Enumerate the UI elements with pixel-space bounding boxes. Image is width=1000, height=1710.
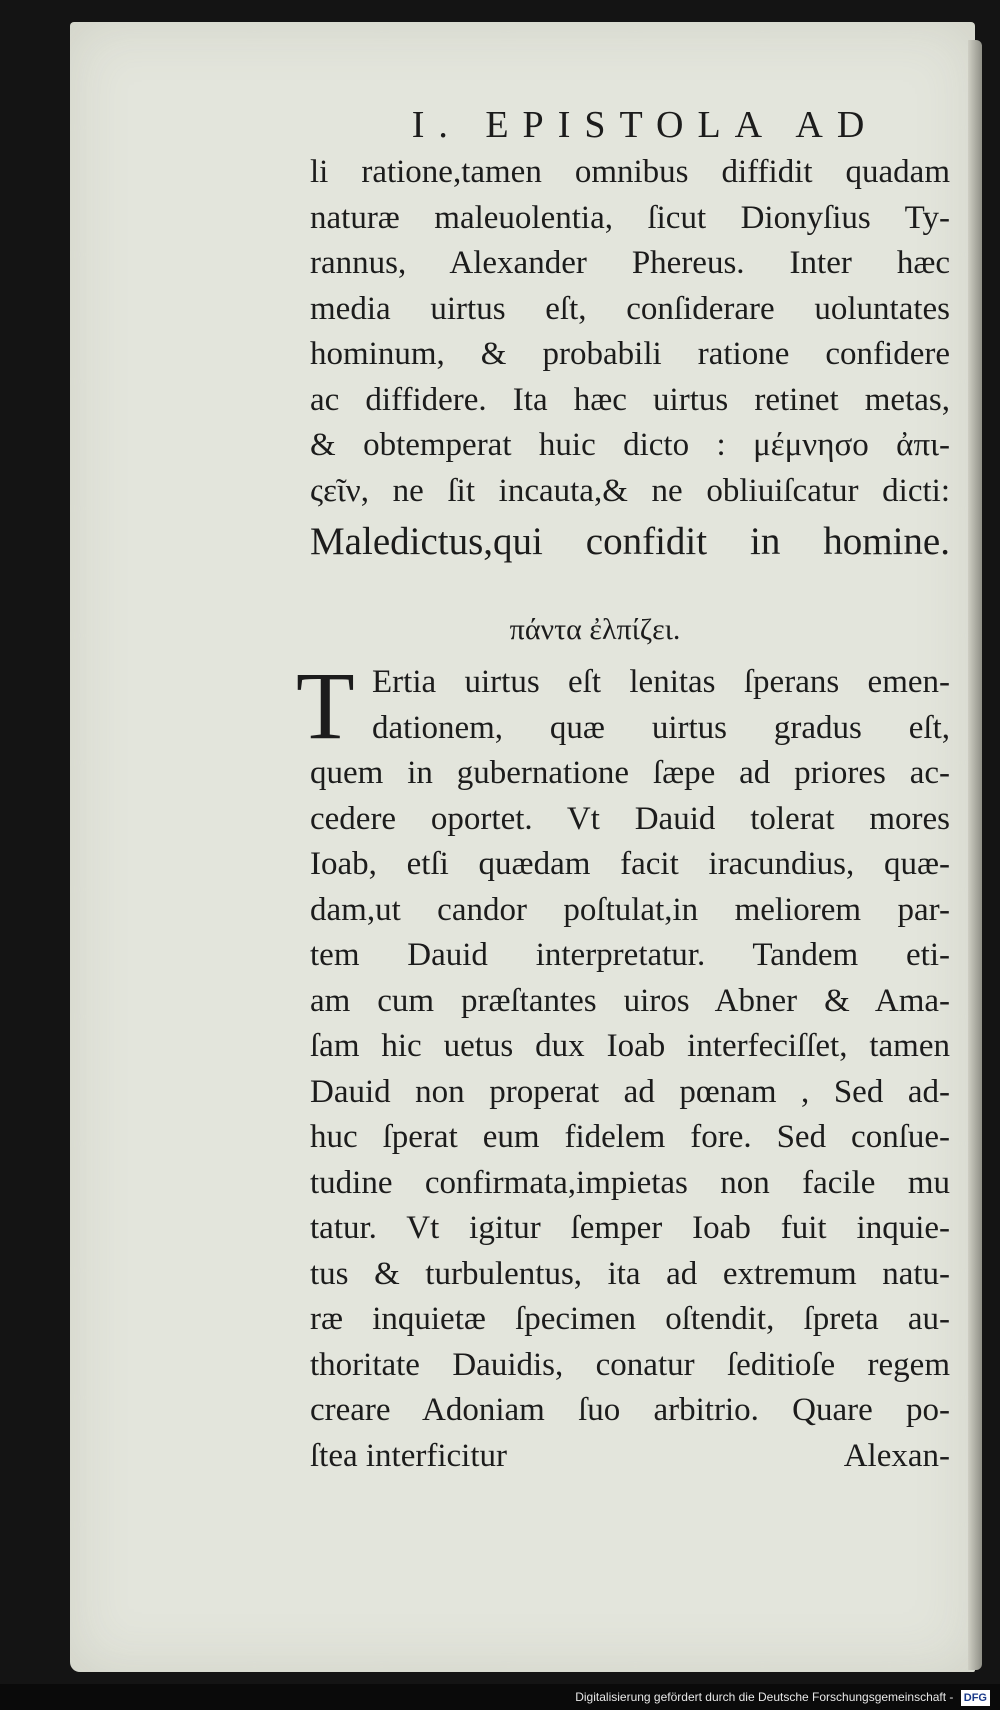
- text-line: creare Adoniam ſuo arbitrio. Quare po-: [310, 1392, 950, 1428]
- text-line: media uirtus eſt, conſiderare uoluntates: [310, 290, 950, 327]
- text-line: cedere oportet. Vt Dauid tolerat mores: [310, 800, 950, 837]
- page-edge: [968, 40, 982, 1670]
- dfg-logo: DFG: [961, 1690, 990, 1706]
- text-line: tudine confirmata,impietas non facile mu: [310, 1164, 950, 1201]
- greek-motto: πάντα ἐλπίζει.: [509, 613, 681, 646]
- footer-text: Digitalisierung gefördert durch die Deutsche Forschungsgemeinschaft -: [575, 1690, 954, 1704]
- text-line: tatur. Vt igitur ſemper Ioab fuit inquie-: [310, 1210, 950, 1246]
- drop-cap: T: [296, 652, 355, 759]
- text-line: dam,ut candor poſtulat,in meliorem par-: [310, 891, 950, 928]
- text-line: rannus, Alexander Phereus. Inter hæc: [310, 245, 950, 281]
- text-line: tem Dauid interpretatur. Tandem eti-: [310, 937, 950, 973]
- text-line: Ertia uirtus eſt lenitas ſperans emen-: [372, 664, 950, 700]
- text-line: naturæ maleuolentia, ſicut Dionyſius Ty-: [310, 199, 950, 236]
- text-line: li ratione,tamen omnibus diffidit quadam: [310, 154, 950, 190]
- text-line: & obtemperat huic dicto : μέμνησο ἀπι-: [310, 427, 950, 463]
- last-line-text: ſtea interficitur: [310, 1437, 507, 1474]
- catchword: Alexan-: [843, 1437, 950, 1474]
- text-line: Dauid non properat ad pœnam , Sed ad-: [310, 1073, 950, 1110]
- text-line: ac diffidere. Ita hæc uirtus retinet metas,: [310, 381, 950, 418]
- emphasis-line: Maledictus,qui confidit in homine.: [310, 520, 950, 563]
- paragraph-start: [296, 652, 950, 759]
- text-line: tus & turbulentus, ita ad extremum natu-: [310, 1255, 950, 1292]
- text-line: hominum, & probabili ratione confidere: [310, 336, 950, 372]
- text-line: dationem, quæ uirtus gradus eſt,: [372, 709, 950, 746]
- last-line: [310, 1434, 950, 1480]
- text-line: huc ſperat eum fidelem fore. Sed conſue-: [310, 1119, 950, 1155]
- text-line: ræ inquietæ ſpecimen oſtendit, ſpreta au-: [310, 1301, 950, 1337]
- text-line: ſam hic uetus dux Ioab interfeciſſet, tamen: [310, 1028, 950, 1064]
- running-head: I. EPISTOLA AD: [411, 104, 879, 146]
- text-line: Ioab, etſi quædam facit iracundius, quæ-: [310, 846, 950, 882]
- text-block: [296, 100, 950, 1479]
- text-line: thoritate Dauidis, conatur ſeditioſe regem: [310, 1346, 950, 1383]
- text-line: quem in gubernatione ſæpe ad priores ac-: [310, 755, 950, 791]
- text-line: ςεῖν, ne ſit incauta,& ne obliuiſcatur dicti:: [310, 472, 950, 509]
- text-line: am cum præſtantes uiros Abner & Ama-: [310, 982, 950, 1019]
- digitization-footer: [0, 1684, 1000, 1710]
